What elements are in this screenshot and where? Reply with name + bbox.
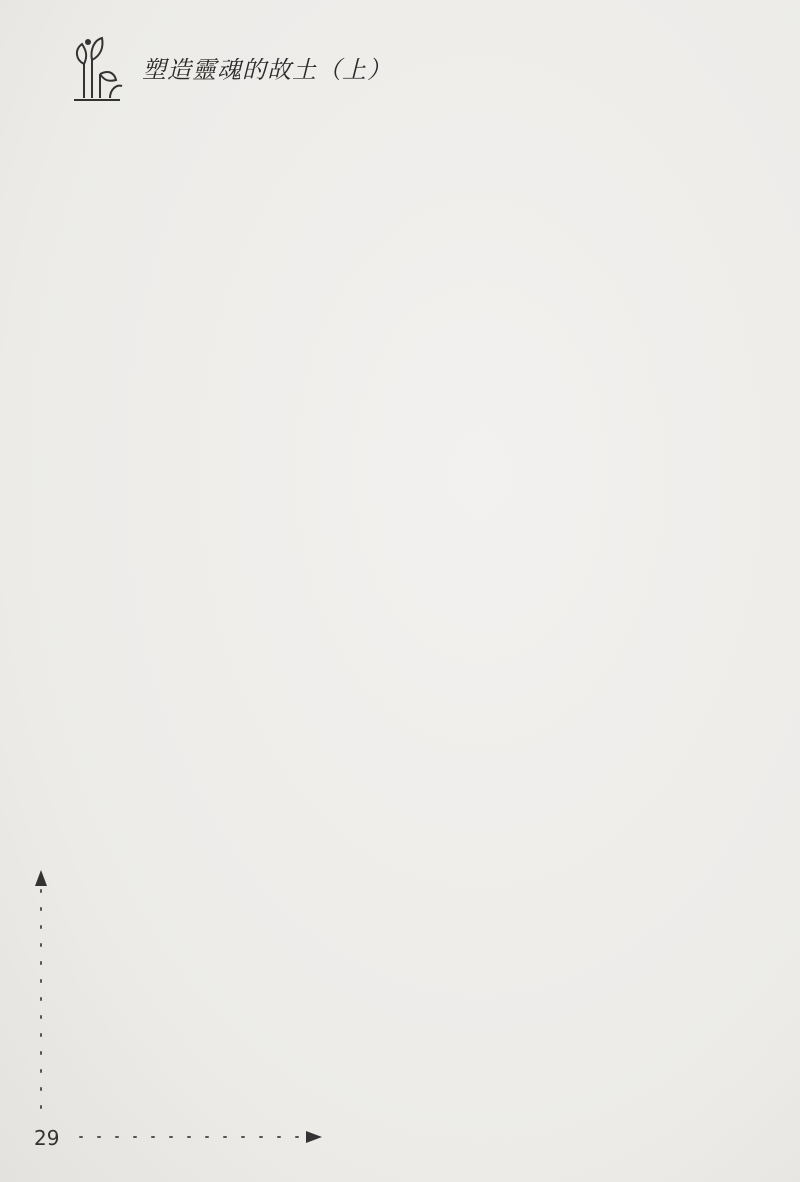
- text-column: [637, 632, 684, 1132]
- text-column: [214, 118, 261, 618]
- text-column: [355, 118, 402, 618]
- text-column: [449, 118, 496, 618]
- text-column: [120, 632, 167, 1132]
- plant-sprout-icon: [70, 34, 136, 102]
- text-column: [214, 632, 261, 1132]
- text-column: [261, 118, 308, 618]
- text-column: [402, 118, 449, 618]
- text-column: [449, 632, 496, 1132]
- text-block-top: [120, 118, 684, 618]
- text-column: [590, 118, 637, 618]
- arrow-right-icon: [80, 1131, 322, 1143]
- text-column: [308, 632, 355, 1132]
- text-column: [590, 632, 637, 1132]
- text-column: [355, 632, 402, 1132]
- text-block-bottom: [120, 632, 684, 1132]
- text-column: [637, 118, 684, 618]
- page-number: 29: [34, 1126, 60, 1150]
- text-column: [308, 118, 355, 618]
- text-column: [167, 118, 214, 618]
- page-header: [70, 34, 470, 104]
- text-column: [496, 632, 543, 1132]
- text-column: [120, 118, 167, 618]
- arrow-up-icon: [35, 870, 47, 1110]
- text-column: [167, 632, 214, 1132]
- text-column: [261, 632, 308, 1132]
- text-column: [543, 118, 590, 618]
- text-column: [496, 118, 543, 618]
- running-title: 塑造靈魂的故土（上）: [142, 56, 392, 84]
- text-column: [402, 632, 449, 1132]
- text-column: [543, 632, 590, 1132]
